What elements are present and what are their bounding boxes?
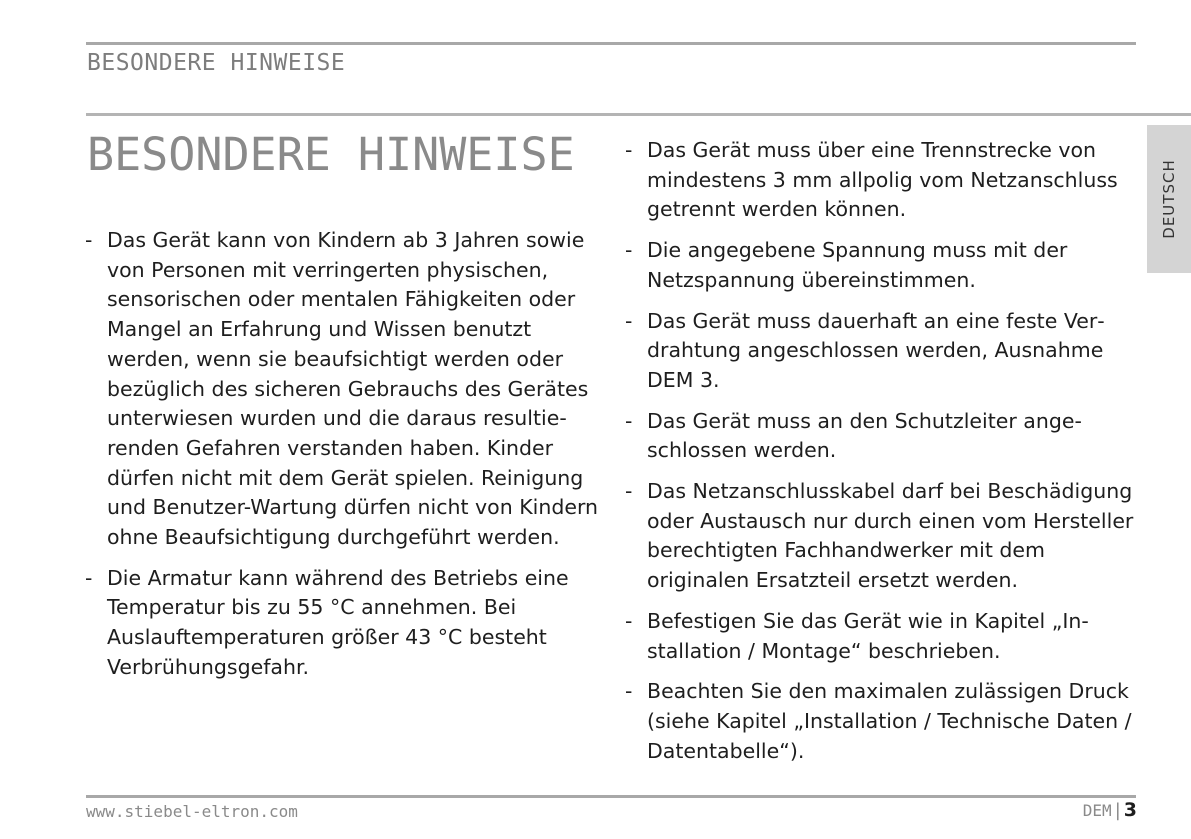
bullet-dash: - (625, 608, 633, 633)
bullet-dash: - (625, 308, 633, 333)
list-item-text: Beachten Sie den maximalen zulässigen Druck (siehe Kapitel „Installation / Technische Daten / Datentabelle“). (647, 679, 1132, 763)
list-item-text: Das Gerät muss dauerhaft an eine feste Verdrahtung angeschlossen werden, Ausnahme DEM 3. (647, 308, 1105, 392)
left-column (85, 226, 605, 694)
list-item-text: Das Gerät muss über eine Trennstrecke von mindestens 3 mm allpolig vom Netzanschluss getrennt werden können. (647, 138, 1118, 222)
bullet-dash: - (625, 238, 633, 263)
right-column (625, 136, 1145, 777)
list-item (625, 607, 1145, 666)
list-item-text: Die Armatur kann während des Betriebs eine Temperatur bis zu 55 °C annehmen. Bei Auslauftemperaturen größer 43 °C besteht Verbrühungsgefahr. (107, 565, 569, 679)
list-item (625, 136, 1145, 225)
list-item (625, 307, 1145, 396)
footer-page-info (1083, 799, 1137, 821)
footer-rule (86, 795, 1136, 798)
bullet-dash: - (625, 479, 633, 504)
bullet-dash: - (625, 138, 633, 162)
page-title: BESONDERE HINWEISE (87, 128, 575, 181)
section-rule (86, 113, 1191, 116)
list-item (625, 407, 1145, 466)
list-item-text: Befestigen Sie das Gerät wie in Kapitel „Installation / Montage“ beschrieben. (647, 608, 1089, 663)
language-tab (1147, 125, 1191, 273)
list-item-text: Das Netzanschlusskabel darf bei Beschädigung oder Austausch nur durch einen vom Hersteller berechtigten Fachhandwerker mit dem originalen Ersatzteil ersetzt werden. (647, 479, 1134, 593)
list-item (625, 677, 1145, 766)
page-number: 3 (1123, 799, 1137, 821)
footer-separator: | (1114, 800, 1121, 821)
list-item-text: Das Gerät muss an den Schutzleiter angeschlossen werden. (647, 408, 1082, 463)
footer-website: www.stiebel-eltron.com (86, 802, 298, 821)
header-rule (86, 42, 1136, 45)
bullet-dash: - (625, 679, 633, 704)
list-item (625, 236, 1145, 295)
running-header: BESONDERE HINWEISE (87, 50, 346, 76)
bullet-dash: - (85, 228, 93, 252)
list-item (625, 477, 1145, 596)
list-item-text: Das Gerät kann von Kindern ab 3 Jahren sowie von Personen mit verringerten physischen, sensorischen oder mentalen Fähigkeiten oder Mangel an Erfahrung und Wissen benutzt werden, wenn sie beaufsichtigt werden oder bezüglich des sicheren Gebrauchs des Gerätes unterwiesen wurden und die daraus resultierenden Gefahren verstanden haben. Kinder dürfen nicht mit dem Gerät spielen. Reinigung und Benutzer-Wartung dürfen nicht von Kindern ohne Beaufsichtigung durchgeführt werden. (107, 228, 599, 550)
list-item (85, 226, 605, 553)
list-item-text: Die angegebene Spannung muss mit der Netzspannung übereinstimmen. (647, 238, 1068, 292)
language-tab-label: DEUTSCH (1160, 159, 1178, 239)
footer-model: DEM (1082, 801, 1112, 820)
bullet-dash: - (85, 565, 93, 590)
list-item (85, 564, 605, 683)
bullet-dash: - (625, 408, 633, 433)
